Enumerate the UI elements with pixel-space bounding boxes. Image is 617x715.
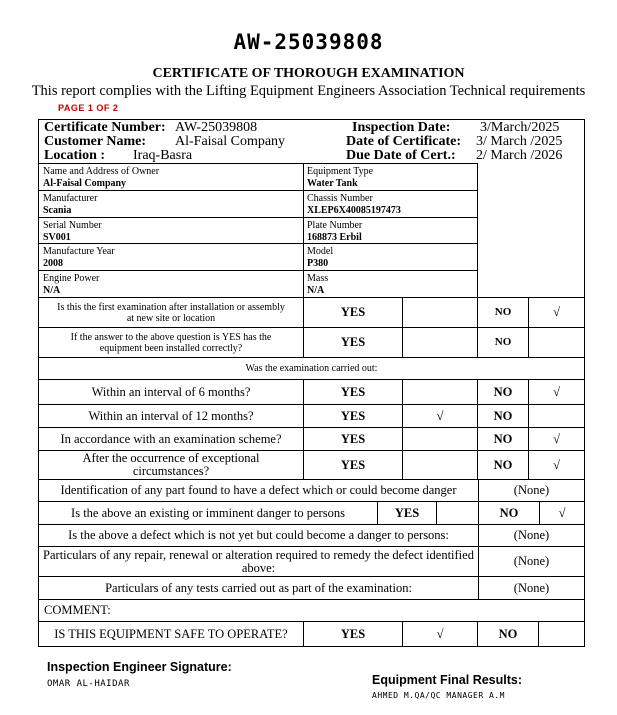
tests-particulars-value: (None) [478,576,585,600]
engineer-signature-label: Inspection Engineer Signature: [47,660,232,674]
manufacturer-label: Manufacturer [43,193,98,204]
question-installed-correctly: If the answer to the above question is YES has the equipment been installed correctly? [38,327,304,358]
equipment-type-value: Water Tank [307,178,358,189]
scheme-yes: YES [303,427,403,451]
compliance-statement: This report complies with the Lifting Equipment Engineers Association Technical requirements [31,83,586,99]
question-defect-identification: Identification of any part found to have a defect which or could become danger [38,479,479,502]
chassis-value: XLEP6X40085197473 [307,205,401,216]
twelve-months-yes-check: √ [402,404,478,428]
installed-yes-check [402,327,478,358]
model-cell [303,243,478,271]
first-exam-no: NO [477,297,529,328]
six-months-yes: YES [303,379,403,405]
danger-no: NO [478,501,540,525]
due-date-label: Due Date of Cert.: [346,148,456,163]
owner-cell [38,163,304,191]
year-value: 2008 [43,258,63,269]
danger-yes-check [436,501,479,525]
inspection-date-label: Inspection Date: [352,120,451,135]
mass-cell [303,270,478,298]
question-imminent-danger: Is the above an existing or imminent danger to persons [38,501,378,525]
mass-value: N/A [307,285,325,296]
safe-no-check [538,621,585,647]
customer-label: Customer Name: [44,134,146,149]
first-exam-yes-check [402,297,478,328]
cert-number-label: Certificate Number: [44,120,166,135]
first-exam-yes: YES [303,297,403,328]
model-value: P380 [307,258,329,269]
scheme-no: NO [477,427,529,451]
six-months-no-check: √ [528,379,585,405]
owner-value: Al-Faisal Company [43,178,127,189]
twelve-months-no: NO [477,404,529,428]
certificate-code-heading: AW-25039808 [233,30,384,54]
question-examination-scheme: In accordance with an examination scheme? [38,427,304,451]
chassis-label: Chassis Number [307,193,373,204]
question-repair-particulars: Particulars of any repair, renewal or alteration required to remedy the defect identified above: [38,546,479,577]
exceptional-yes: YES [303,450,403,480]
final-results-label: Equipment Final Results: [372,673,523,687]
exceptional-no: NO [477,450,529,480]
twelve-months-no-check [528,404,585,428]
plate-value: 168873 Erbil [307,232,362,243]
chassis-cell [303,190,478,218]
page-title: CERTIFICATE OF THOROUGH EXAMINATION [152,66,465,81]
danger-yes: YES [377,501,437,525]
question-exceptional-circumstances: After the occurrence of exceptional circumstances? [38,450,304,480]
due-date-value: 2/ March /2026 [476,148,563,163]
twelve-months-yes: YES [303,404,403,428]
repair-particulars-value: (None) [478,546,585,577]
equipment-type-cell [303,163,478,191]
question-potential-danger: Is the above a defect which is not yet but could become a danger to persons: [38,524,479,547]
exceptional-no-check: √ [528,450,585,480]
question-first-examination: Is this the first examination after installation or assembly at new site or location [38,297,304,328]
power-label: Engine Power [43,273,100,284]
serial-label: Serial Number [43,220,102,231]
certificate-date-value: 3/ March /2025 [476,134,563,149]
serial-value: SV001 [43,232,71,243]
location-value: Iraq-Basra [133,148,193,163]
comment-row: COMMENT: [38,599,585,622]
manufacturer-value: Scania [43,205,72,216]
installed-yes: YES [303,327,403,358]
owner-label: Name and Address of Owner [43,166,160,177]
final-results-name: AHMED M.QA/QC MANAGER A.M [372,691,505,700]
manufacturer-cell [38,190,304,218]
cert-number-value: AW-25039808 [175,120,258,135]
serial-cell [38,217,304,244]
defect-identification-value: (None) [478,479,585,502]
potential-danger-value: (None) [478,524,585,547]
page-number: PAGE 1 OF 2 [58,103,119,113]
safe-no: NO [477,621,539,647]
question-tests-particulars: Particulars of any tests carried out as part of the examination: [38,576,479,600]
installed-no-check [528,327,585,358]
power-cell [38,270,304,298]
exceptional-yes-check [402,450,478,480]
location-label: Location : [44,148,106,163]
customer-value: Al-Faisal Company [175,134,286,149]
engineer-name: OMAR AL-HAIDAR [47,679,130,689]
power-value: N/A [43,285,61,296]
question-12-months: Within an interval of 12 months? [38,404,304,428]
year-label: Manufacture Year [43,246,115,257]
mass-label: Mass [307,273,329,284]
danger-no-check: √ [539,501,585,525]
scheme-yes-check [402,427,478,451]
plate-cell [303,217,478,244]
examination-carried-out-heading: Was the examination carried out: [38,357,585,380]
certificate-date-label: Date of Certificate: [346,134,462,149]
question-safe-to-operate: IS THIS EQUIPMENT SAFE TO OPERATE? [38,621,304,647]
scheme-no-check: √ [528,427,585,451]
question-6-months: Within an interval of 6 months? [38,379,304,405]
safe-yes-check: √ [402,621,478,647]
model-label: Model [307,246,334,257]
safe-yes: YES [303,621,403,647]
six-months-yes-check [402,379,478,405]
inspection-date-value: 3/March/2025 [480,120,560,135]
six-months-no: NO [477,379,529,405]
year-cell [38,243,304,271]
plate-label: Plate Number [307,220,363,231]
equipment-type-label: Equipment Type [307,166,374,177]
installed-no: NO [477,327,529,358]
first-exam-no-check: √ [528,297,585,328]
